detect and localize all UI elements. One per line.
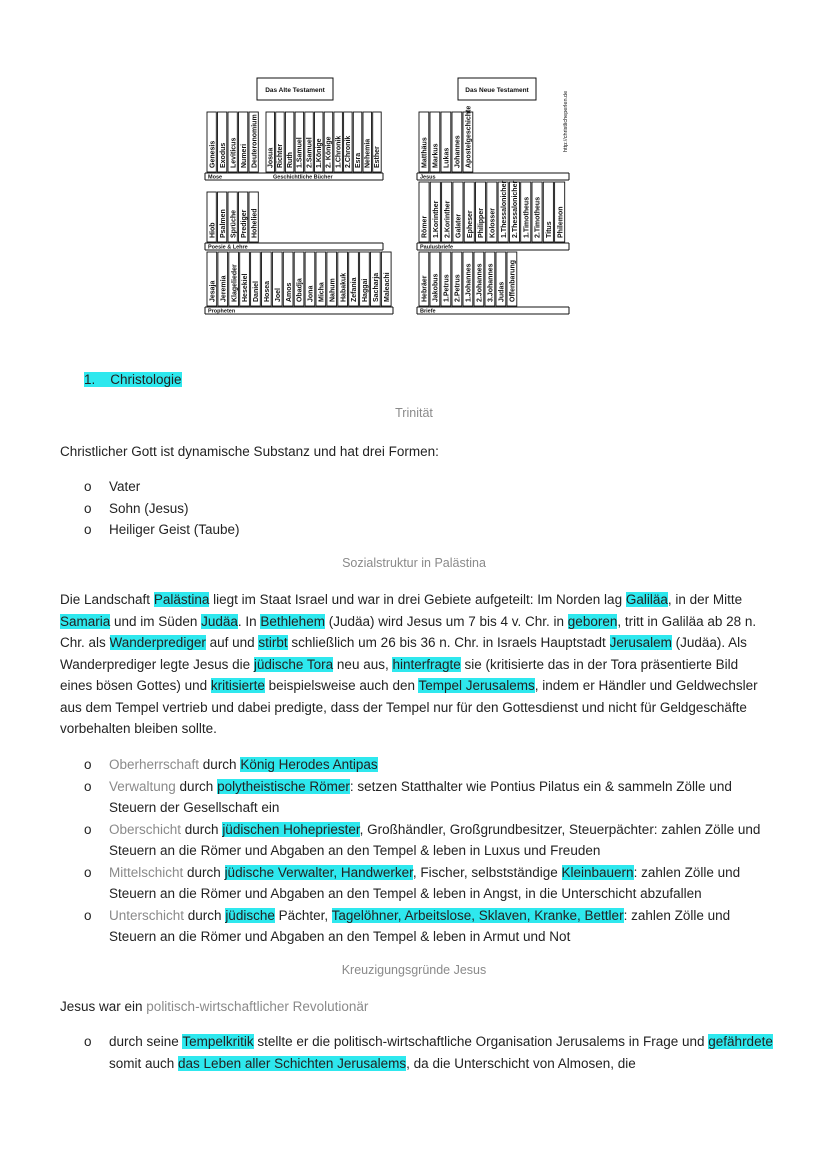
book-title: Micha — [318, 282, 326, 302]
trinity-list — [84, 476, 774, 541]
book-title: 1.Timotheus — [523, 196, 531, 238]
book-title: Numeri — [240, 143, 248, 168]
book-title: Hesekiel — [242, 273, 250, 302]
book-title: 2.Chronik — [345, 135, 353, 168]
shelf-mose-label: Mose — [208, 174, 223, 181]
book-title: 2. Könige — [325, 136, 333, 168]
book-title: Sacharja — [372, 272, 380, 302]
crucifixion-list — [84, 1031, 774, 1074]
book-title: Hiob — [209, 222, 217, 238]
shelf-history-label: Geschichtliche Bücher — [273, 174, 333, 181]
book-title: 3.Johannes — [487, 263, 495, 302]
book-title: Kolosser — [489, 208, 497, 238]
book-title: Maleachi — [383, 272, 391, 302]
book-title: Galater — [455, 213, 463, 238]
crucifixion-title: Kreuzigungsgründe Jesus — [341, 963, 487, 977]
crucifixion-intro: Jesus war ein politisch-wirtschaftlicher Revolutionär — [60, 999, 369, 1014]
book-title: Nahum — [329, 278, 337, 302]
social-list — [84, 754, 774, 948]
shelf-letters-label: Briefe — [420, 308, 436, 315]
book-title: Sprüche — [230, 209, 238, 238]
book-title: Apostelgeschichte — [465, 105, 473, 168]
book-title: 1.Thessalonicher — [500, 180, 508, 238]
book-title: Philemon — [557, 206, 565, 238]
book-title: 1.Samuel — [296, 137, 304, 168]
book-title: 1.Johannes — [465, 263, 473, 302]
book-title: Esra — [354, 152, 362, 168]
book-title: 1.Chronik — [335, 135, 343, 168]
book-title: Matthäus — [421, 137, 429, 168]
shelf-paul-label: Paulusbriefe — [420, 244, 454, 251]
book-title: Daniel — [253, 280, 261, 302]
book-title: 1.Korinther — [432, 200, 440, 238]
shelf-poetry-label: Poesie & Lehre — [208, 244, 248, 251]
shelf-jesus-label: Jesus — [420, 174, 436, 181]
book-title: Joel — [274, 287, 282, 302]
book-title: Judas — [498, 281, 506, 302]
list-item: o Sohn (Jesus) — [84, 500, 189, 516]
list-item: o Heiliger Geist (Taube) — [84, 522, 240, 537]
book-title: Ruth — [286, 152, 294, 168]
book-title: Epheser — [466, 210, 474, 238]
book-title: Titus — [545, 221, 553, 238]
list-item: o Oberschicht durch jüdischen Hohepriester, Großhändler, Großgrundbesitzer, Steuerpächter: zahlen Zölle und Steuern an die Römer und Abgaben an den Tempel & leben in Luxus und Freuden — [84, 821, 761, 858]
book-title: 2.Samuel — [306, 137, 314, 168]
book-title: Psalmen — [219, 209, 227, 238]
book-title: Hebräer — [421, 275, 429, 302]
book-title: 2.Korinther — [444, 200, 452, 238]
book-title: 2.Timotheus — [534, 196, 542, 238]
book-title: Offenbarung — [509, 260, 517, 302]
book-title: 2.Petrus — [454, 274, 462, 302]
book-title: Hohelied — [251, 208, 259, 238]
book-title: Richter — [277, 143, 285, 168]
social-title: Sozialstruktur in Palästina — [342, 556, 486, 570]
book-title: 2.Thessalonicher — [512, 180, 520, 238]
book-title: Klagelieder — [231, 264, 239, 302]
list-item: o Oberherrschaft durch König Herodes Antipas — [84, 757, 378, 772]
list-item: o durch seine Tempelkritik stellte er die politisch-wirtschaftliche Organisation Jerusalems in Frage und gefährdete somit auch das Leben aller Schichten Jerusalems, da die Unterschicht von Almosen, die — [84, 1034, 773, 1071]
trinity-title: Trinität — [395, 406, 433, 420]
book-title: 1.Petrus — [443, 274, 451, 302]
book-title: Leviticus — [230, 137, 238, 168]
book-title: 1.Könige — [316, 138, 323, 168]
list-item: o Vater — [84, 479, 141, 494]
book-title: Nehemia — [364, 138, 372, 168]
bible-bookshelf-illustration — [195, 70, 585, 325]
source-url: http://christlicheperlen.de — [563, 90, 569, 152]
social-paragraph: Die Landschaft Palästina liegt im Staat Israel und war in drei Gebiete aufgeteilt: Im Norden lag Galiläa, in der Mitte Samaria und im Süden Judäa. In Bethlehem (Judäa) wird Jesus um 7 bis 4 v. Chr. in geboren, tritt in Galiläa ab 28 n. Chr. als Wanderprediger auf und stirbt schließlich um 26 bis 36 n. Chr. in Israels Hauptstadt Jerusalem (Judäa). Als Wanderprediger legte Jesus die jüdische Tora neu aus, hinterfragte sie (kritisierte das in der Tora präsentierte Bild eines bösen Gottes) und kritisierte beispielsweise auch den Tempel Jerusalems, indem er Händler und Geldwechsler aus dem Tempel vertrieb und dabei predigte, dass der Tempel nur für den Gottesdienst und nicht für Geldgeschäfte vorbehalten bleiben sollte. — [60, 592, 758, 736]
book-title: Josua — [267, 147, 275, 168]
list-item: o Mittelschicht durch jüdische Verwalter, Handwerker, Fischer, selbstständige Kleinbauern: zahlen Zölle und Steuern an die Römer und Abgaben an den Tempel & leben in Angst, in die Unterschicht abzufallen — [84, 864, 741, 901]
bookshelf-svg — [195, 70, 585, 320]
nt-title: Das Neue Testament — [465, 87, 529, 94]
list-item: o Verwaltung durch polytheistische Römer: setzen Statthalter wie Pontius Pilatus ein & sammeln Zölle und Steuern der Gesellschaft ein — [84, 778, 732, 815]
book-title: Haggai — [362, 278, 370, 302]
book-title: Jona — [307, 285, 315, 302]
section-heading — [84, 370, 182, 390]
heading-number: 1. — [84, 372, 96, 387]
book-title: Deuteronomium — [251, 114, 259, 168]
book-title: Jeremia — [220, 275, 228, 302]
book-title: Philipper — [478, 208, 486, 238]
list-item: o Unterschicht durch jüdische Pächter, Tagelöhner, Arbeitslose, Sklaven, Kranke, Bettler: zahlen Zölle und Steuern an die Römer und Abgaben an den Tempel & leben in Armut und Not — [84, 907, 731, 944]
book-title: Prediger — [240, 209, 248, 238]
trinity-intro: Christlicher Gott ist dynamische Substanz und hat drei Formen: — [60, 444, 439, 459]
ot-title: Das Alte Testament — [265, 87, 325, 94]
heading-title: Christologie — [110, 372, 182, 387]
book-title: Amos — [285, 282, 293, 302]
book-title: Esther — [374, 146, 382, 168]
book-title: Römer — [421, 215, 429, 238]
book-title: Markus — [432, 143, 440, 168]
book-title: Habakuk — [340, 272, 348, 302]
book-title: Obadja — [296, 278, 304, 302]
book-title: Hosea — [263, 280, 271, 302]
book-title: Zefania — [351, 277, 359, 302]
book-title: Johannes — [454, 135, 462, 168]
book-title: Exodus — [219, 142, 227, 168]
book-title: Genesis — [209, 140, 217, 168]
book-title: Jakobus — [432, 273, 440, 302]
book-title: Lukas — [443, 147, 451, 168]
book-title: Jesaja — [209, 280, 217, 302]
shelf-prophets-label: Propheten — [208, 308, 236, 315]
book-title: 2.Johannes — [476, 263, 484, 302]
